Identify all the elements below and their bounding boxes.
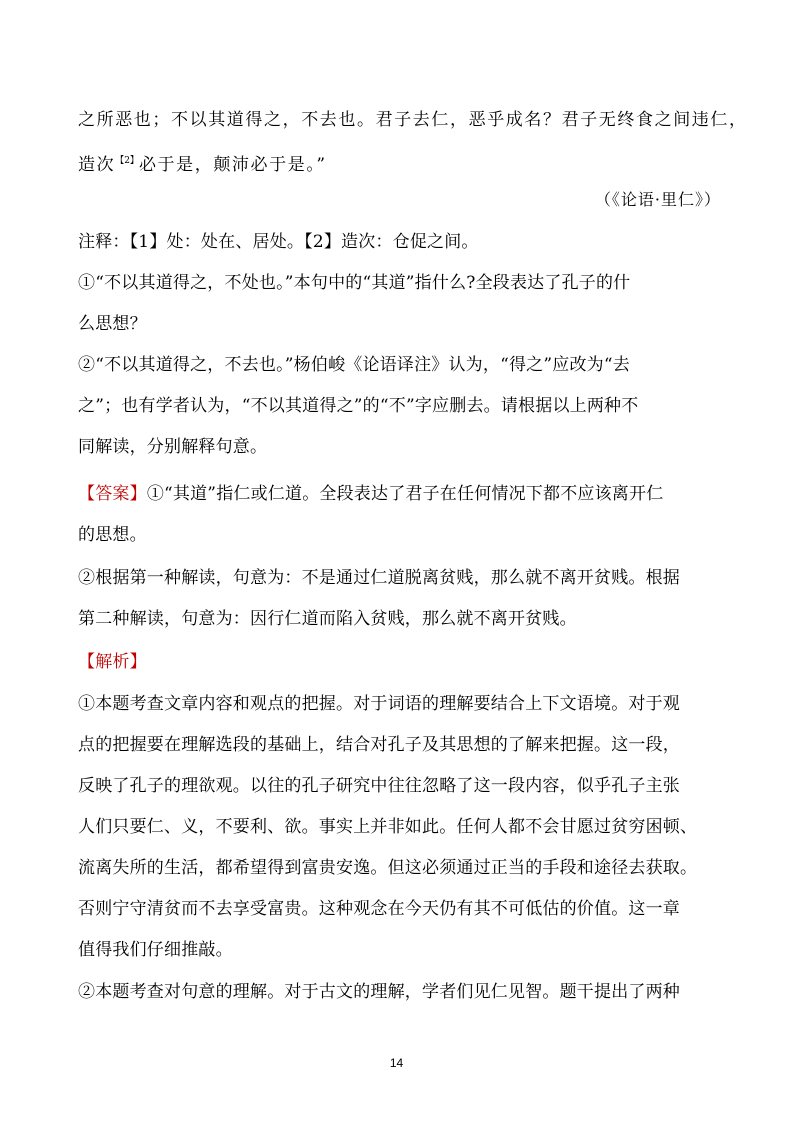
question-1-line-2: 么思想？ — [78, 314, 147, 334]
question-1-line-1: ①“不以其道得之，不处也。”本句中的“其道”指什么?全段表达了孔子的什 — [78, 273, 631, 293]
quote-line-2-post: 必于是，颠沛必于是。” — [138, 155, 327, 175]
answer-2-line-2: 第二种解读，句意为：因行仁道而陷入贫贱，那么就不离开贫贱。 — [78, 609, 577, 629]
question-2-line-3: 同解读，分别解释句意。 — [78, 437, 268, 457]
quote-line-2 — [78, 150, 728, 176]
analysis-1-line-2: 点的把握要在理解选段的基础上，结合对孔子及其思想的了解来把握。这一段， — [78, 735, 680, 755]
notes: 注释：【1】处：处在、居处。【2】造次：仓促之间。 — [78, 232, 479, 252]
quote-source: （《论语·里仁》） — [594, 190, 721, 209]
answer-label: 【答案】 — [78, 484, 147, 504]
answer-line-1 — [78, 483, 728, 505]
analysis-label: 【解析】 — [78, 652, 147, 672]
quote-line-1: 之所恶也；不以其道得之，不去也。君子去仁，恶乎成名？君子无终食之间违仁， — [78, 110, 748, 130]
answer-1-line-2: 的思想。 — [78, 525, 147, 545]
analysis-1-line-4: 人们只要仁、义，不要利、欲。事实上并非如此。任何人都不会甘愿过贫穷困顿、 — [78, 817, 698, 837]
footnote-marker-2: 【2】 — [115, 156, 139, 166]
question-2-line-1: ②“不以其道得之，不去也。”杨伯峻《论语译注》认为，“得之”应改为“去 — [78, 355, 630, 375]
analysis-1-line-3: 反映了孔子的理欲观。以往的孔子研究中往往忽略了这一段内容，似乎孔子主张 — [78, 776, 680, 796]
answer-1-text: ①“其道”指仁或仁道。全段表达了君子在任何情况下都不应该离开仁 — [146, 484, 664, 504]
analysis-1-line-5: 流离失所的生活，都希望得到富贵安逸。但这必须通过正当的手段和途径去获取。 — [78, 858, 698, 878]
analysis-1-line-1: ①本题考查文章内容和观点的把握。对于词语的理解要结合上下文语境。对于观 — [78, 694, 680, 714]
answer-2-line-1: ②根据第一种解读，句意为：不是通过仁道脱离贫贱，那么就不离开贫贱。根据 — [78, 568, 680, 588]
analysis-2-line-1: ②本题考查对句意的理解。对于古文的理解，学者们见仁见智。题干提出了两种 — [78, 982, 680, 1002]
question-2-line-2: 之”；也有学者认为，“不以其道得之”的“不”字应删去。请根据以上两种不 — [78, 396, 639, 416]
analysis-1-line-7: 值得我们仔细推敲。 — [78, 940, 233, 960]
page-number: 14 — [389, 1056, 404, 1070]
analysis-1-line-6: 否则宁守清贫而不去享受富贵。这种观念在今天仍有其不可低估的价值。这一章 — [78, 899, 680, 919]
quote-line-2-pre: 造次 — [78, 155, 116, 175]
